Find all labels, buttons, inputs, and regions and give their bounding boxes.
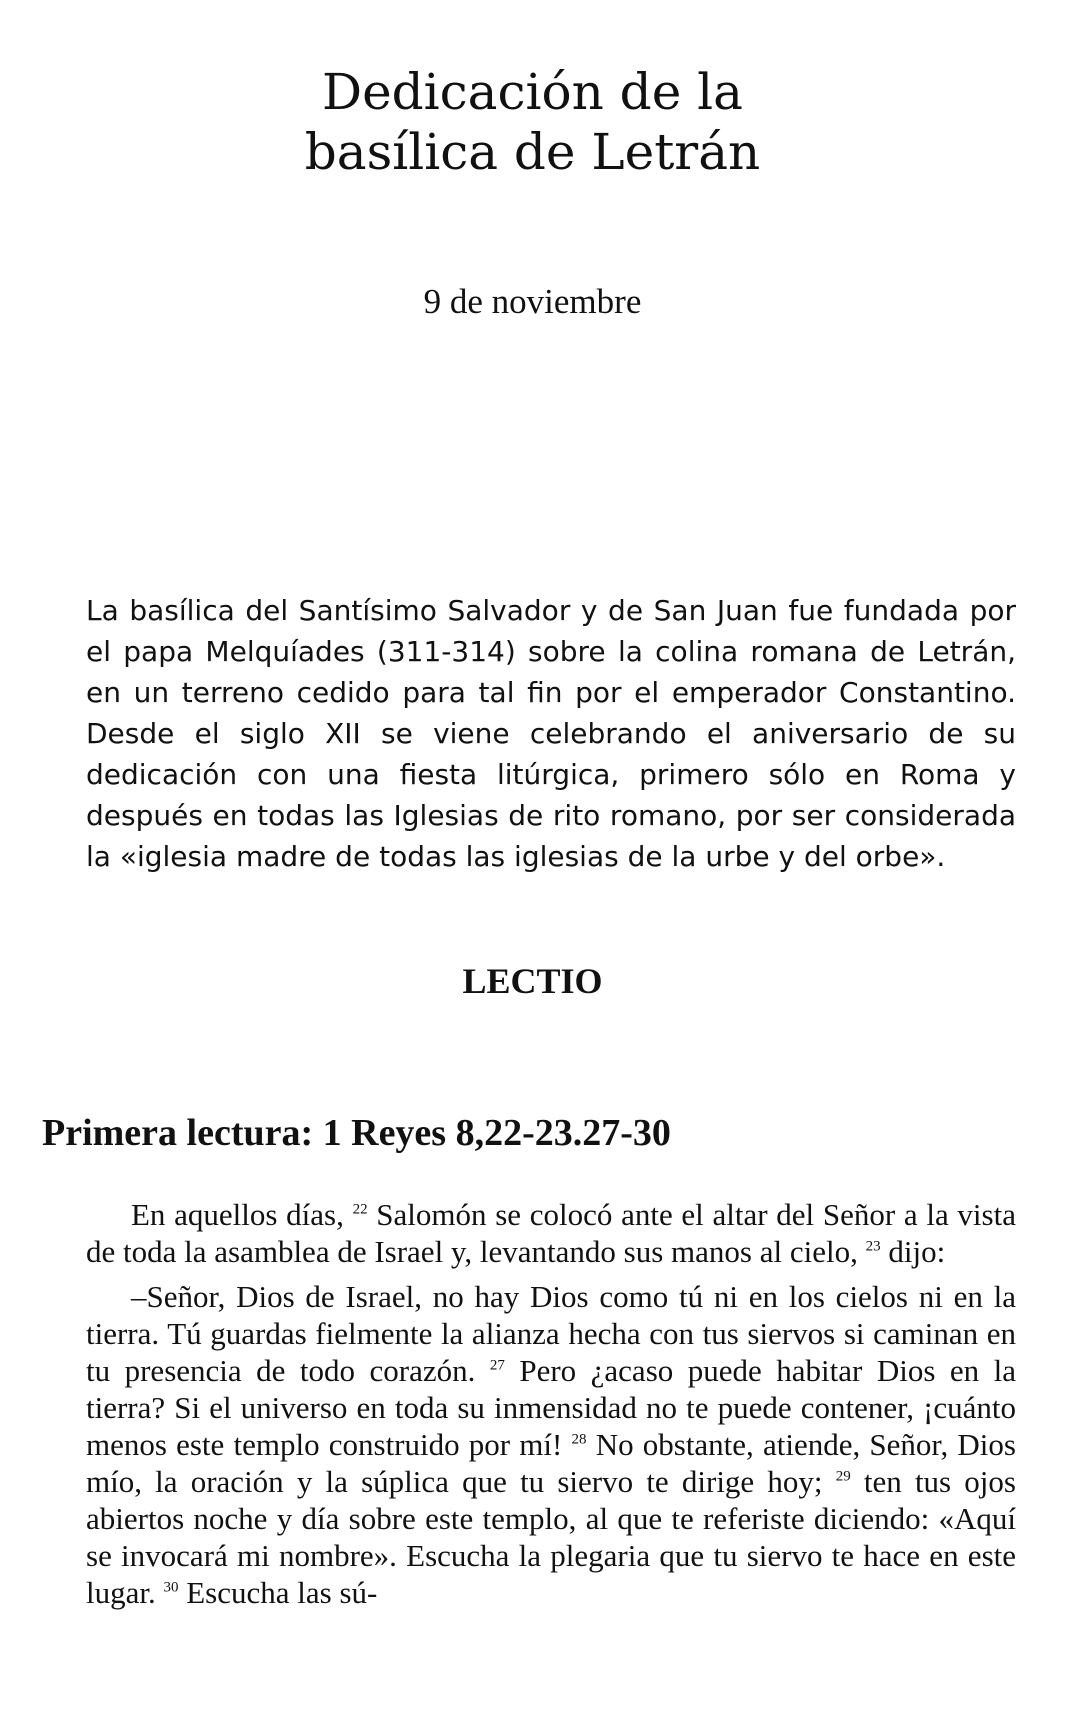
reading-paragraph-2 (86, 1278, 1016, 1611)
reading-heading: Primera lectura: 1 Reyes 8,22-23.27-30 (42, 1112, 671, 1154)
reading-text: En aquellos días, (131, 1197, 353, 1232)
reading-text: No obstante, atiende, Señor, Dios mío, la oración y la súplica que tu siervo te dirige hoy; (86, 1427, 1016, 1499)
reading-body (86, 1196, 1016, 1611)
page-title-line-1: Dedicación de la (322, 63, 743, 121)
verse-number-22: 22 (352, 1201, 368, 1218)
feast-date: 9 de noviembre (423, 282, 642, 321)
reading-paragraph-1 (86, 1196, 1016, 1270)
intro-paragraph: La basílica del Santísimo Salvador y de San Juan fue fundada por el papa Melquíades (311-314) sobre la colina romana de Letrán, en un terreno cedido para tal fin por el emperador Constantino. Desde el siglo XII se viene celebrando el aniversario de su dedicación con una fiesta litúrgica, primero sólo en Roma y después en todas las Iglesias de rito romano, por ser considerada la «iglesia madre de todas las iglesias de la urbe y del orbe». (86, 594, 1016, 873)
reading-text: ten tus ojos abiertos noche y día sobre este templo, al que te referiste diciendo: «Aquí se invocará mi nombre». Escucha la plegaria que tu siervo te hace en este lugar. (86, 1464, 1016, 1610)
page-title (0, 62, 1065, 182)
verse-number-23: 23 (865, 1238, 881, 1255)
reading-text: Salomón se colocó ante el altar del Señor a la vista de toda la asamblea de Israel y, levantando sus manos al cielo, (86, 1197, 1016, 1269)
reading-text: dijo: (880, 1234, 946, 1269)
verse-number-30: 30 (163, 1579, 179, 1596)
verse-number-27: 27 (489, 1357, 505, 1374)
page-title-line-2: basílica de Letrán (304, 123, 761, 181)
section-heading-lectio: LECTIO (462, 961, 603, 1001)
reading-text: –Señor, Dios de Israel, no hay Dios como tú ni en los cielos ni en la tierra. Tú guardas fielmente la alianza hecha con tus siervos si caminan en tu presencia de todo corazón. (86, 1279, 1016, 1388)
verse-number-29: 29 (835, 1468, 851, 1485)
reading-text: Pero ¿acaso puede habitar Dios en la tierra? Si el universo en toda su inmensidad no te puede contener, ¡cuánto menos este templo construido por mí! (86, 1353, 1016, 1462)
verse-number-28: 28 (571, 1431, 587, 1448)
reading-text: Escucha las sú- (178, 1575, 378, 1610)
